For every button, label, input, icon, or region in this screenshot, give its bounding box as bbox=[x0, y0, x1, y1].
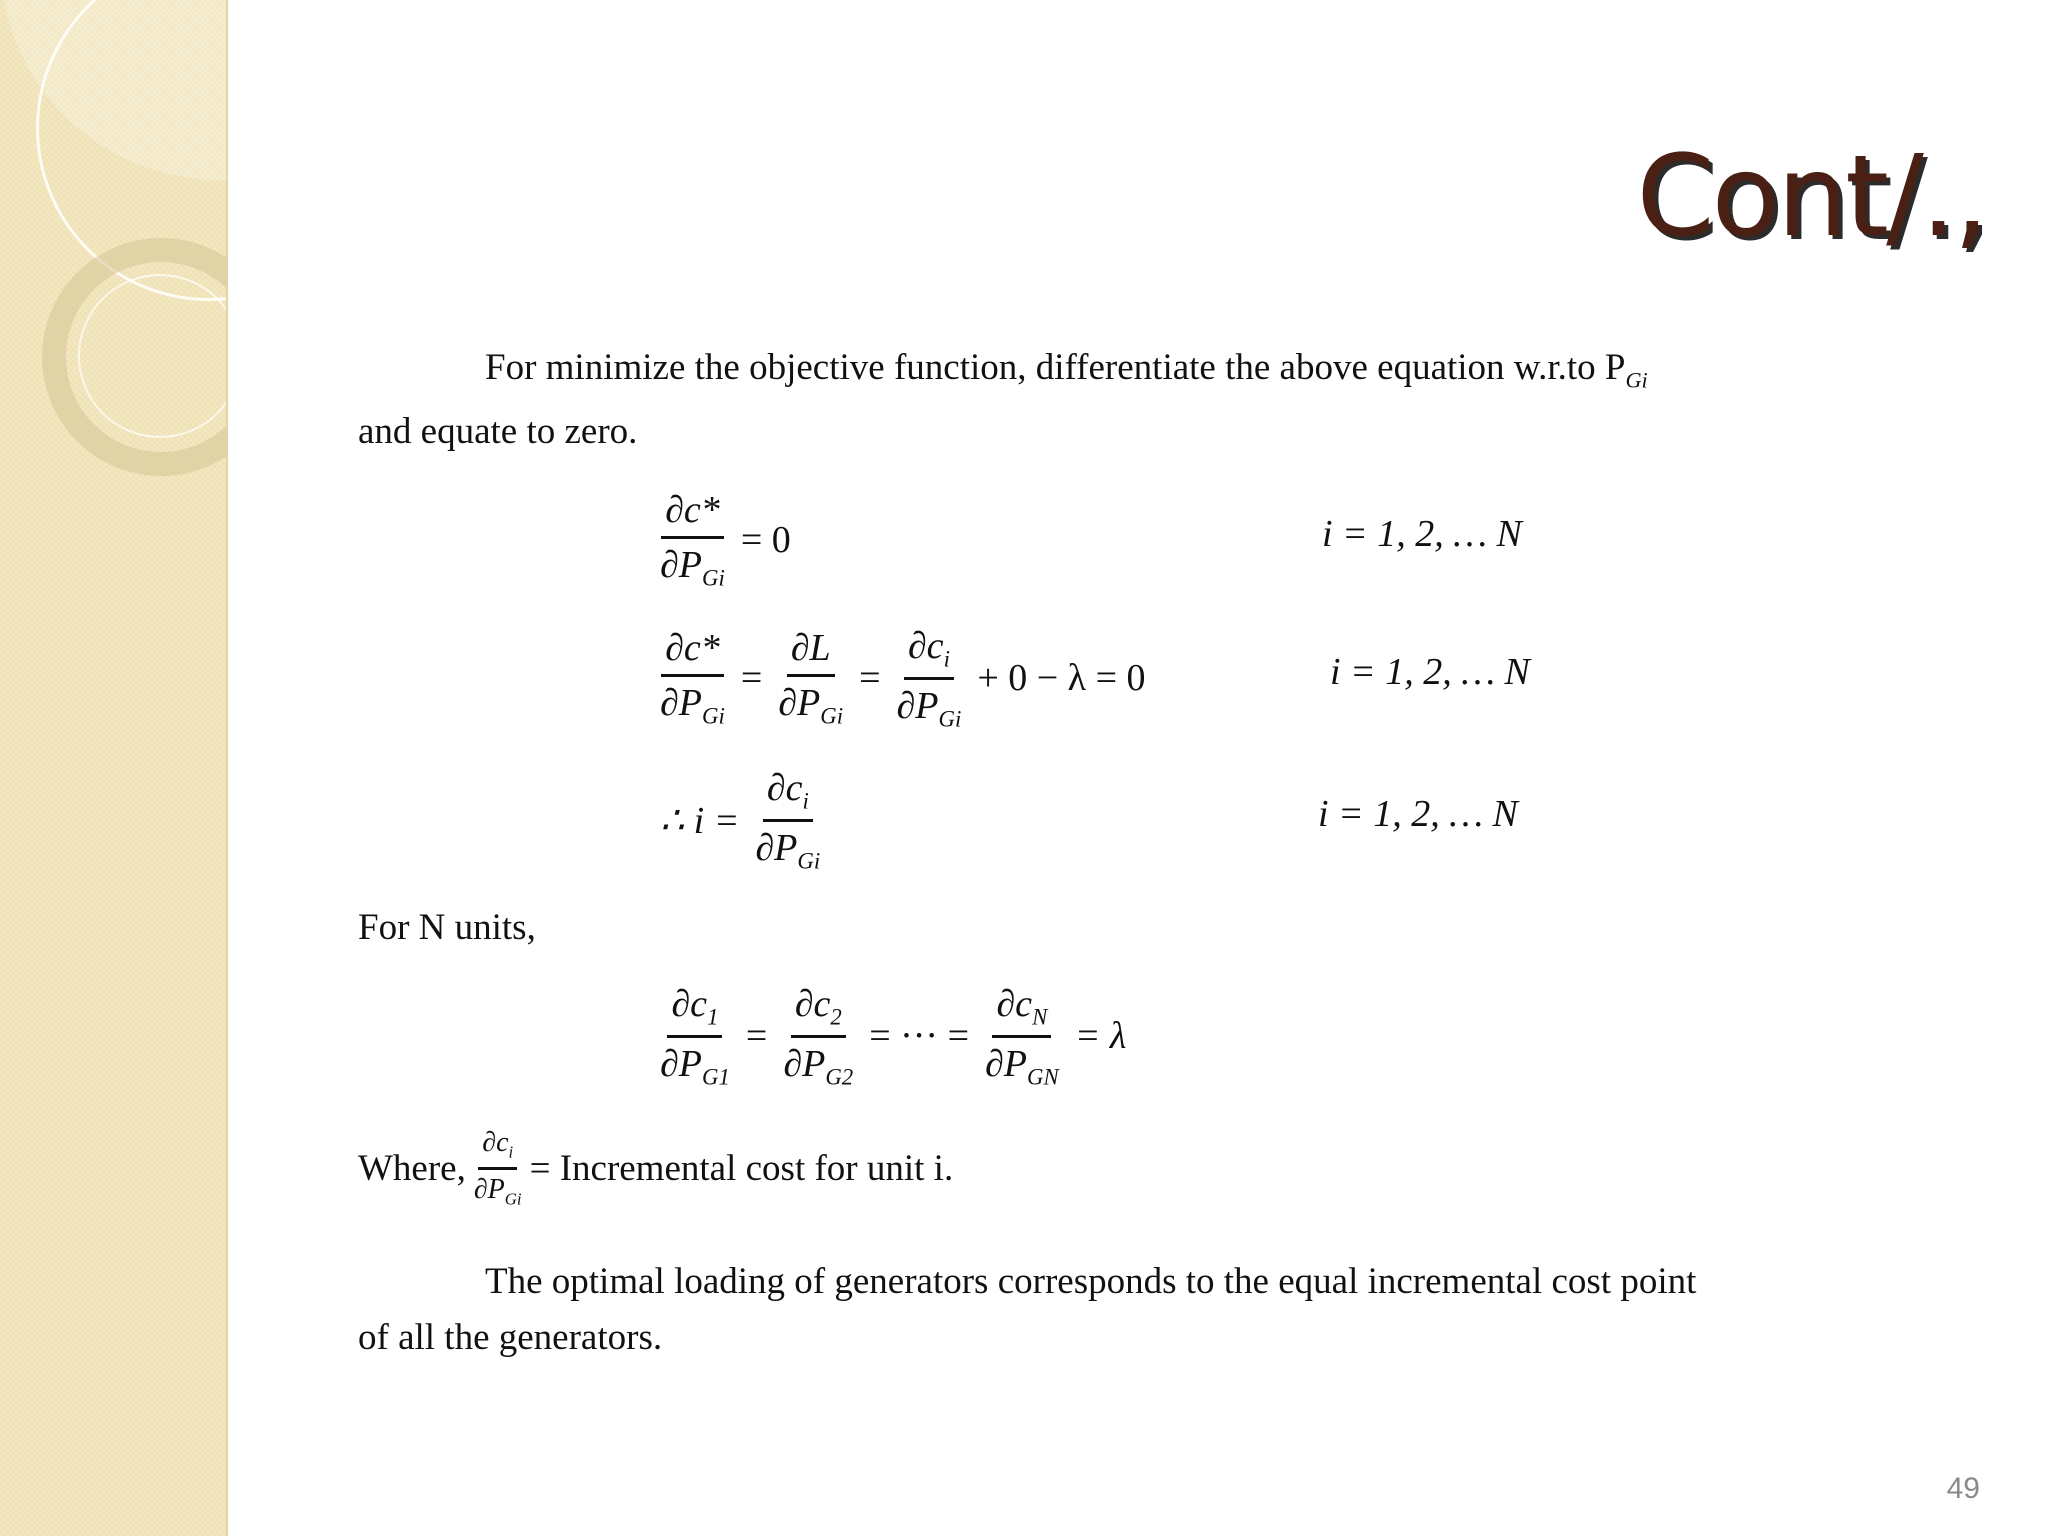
intro-line-2: and equate to zero. bbox=[358, 411, 638, 452]
equation-2: $\frac{\partial c*}{\partial P_{Gi}}$ = $\frac{\partial L}{\partial P_{Gi}}$ = $\frac{\partial c_i}{\partial P_{Gi}}$ + 0 − λ = 0 bbox=[652, 608, 1154, 748]
fraction: $\frac{\partial c*}{\partial P_{Gi}}$ bbox=[660, 627, 725, 729]
page-number: 49 bbox=[1946, 1472, 1980, 1505]
sidebar-divider bbox=[226, 0, 228, 1536]
fraction: $\frac{\partial c_i}{\partial P_{Gi}}$ bbox=[896, 624, 962, 732]
equation-3-condition: i = 1, 2, … N bbox=[1318, 793, 1518, 835]
equation-1: $\frac{\partial c*}{\partial P_{Gi}}$ = 0 bbox=[652, 470, 799, 610]
equation-2-condition: i = 1, 2, … N bbox=[1330, 651, 1530, 693]
where-definition: Where, $\frac{\partial c_i}{\partial P_{Gi}}$ = Incremental cost for unit i. bbox=[358, 1126, 954, 1209]
equation-1-condition: i = 1, 2, … N bbox=[1322, 513, 1522, 555]
fraction: $\frac{\partial c_N}{\partial P_{GN}}$ bbox=[985, 982, 1059, 1090]
intro-line-1: For minimize the objective function, differentiate the above equation w.r.to $P_{Gi}$ bbox=[485, 347, 1648, 393]
fraction: $\frac{\partial L}{\partial P_{Gi}}$ bbox=[778, 627, 844, 729]
equation-4: $\frac{\partial c_1}{\partial P_{G1}}$ = $\frac{\partial c_2}{\partial P_{G2}}$ = ··· = $\frac{\partial c_N}{\partial P_{GN}}$ = λ bbox=[652, 966, 1134, 1106]
for-n-units-label: For N units, bbox=[358, 907, 536, 948]
fraction: $\frac{\partial c_2}{\partial P_{G2}}$ bbox=[783, 982, 854, 1090]
slide-title: Cont/., bbox=[1636, 132, 1986, 262]
decorative-sidebar bbox=[0, 0, 226, 1536]
fraction: $\frac{\partial c_1}{\partial P_{G1}}$ bbox=[660, 982, 730, 1090]
equation-3: ∴ i = $\frac{\partial c_i}{\partial P_{Gi}}$ bbox=[652, 750, 828, 890]
fraction: $\frac{\partial c_i}{\partial P_{Gi}}$ bbox=[473, 1126, 522, 1209]
fraction: $\frac{\partial c*}{\partial P_{Gi}}$ bbox=[660, 489, 725, 591]
conclusion-line-2: of all the generators. bbox=[358, 1317, 663, 1358]
fraction: $\frac{\partial c_i}{\partial P_{Gi}}$ bbox=[755, 766, 821, 874]
conclusion-line-1: The optimal loading of generators corresponds to the equal incremental cost point bbox=[485, 1261, 1697, 1302]
